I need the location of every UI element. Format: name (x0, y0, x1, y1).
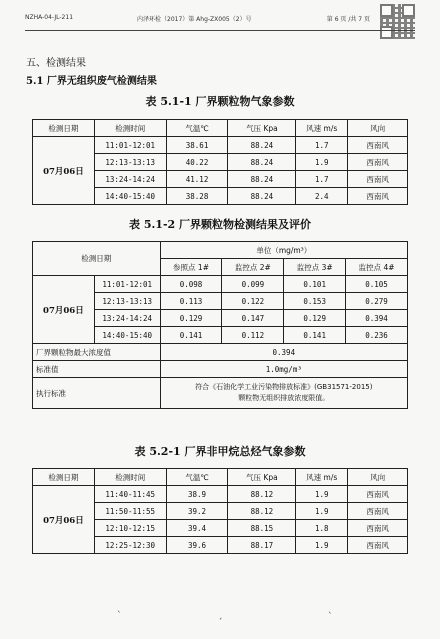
standard-value: 1.0mg/m³ (160, 361, 407, 378)
table-cell: 0.113 (160, 293, 222, 310)
table1-date: 07月06日 (33, 137, 95, 205)
table-cell: 88.12 (228, 503, 296, 520)
page-header (25, 14, 370, 26)
section-title-5-1: 5.1 厂界无组织废气检测结果 (26, 76, 157, 87)
table2-header-row (33, 242, 408, 259)
doc-code: NZHA-04-JL-211 (25, 14, 74, 21)
table-cell: 2.4 (296, 188, 348, 205)
table3-date: 07月06日 (33, 486, 95, 554)
table-cell: 0.394 (346, 310, 408, 327)
table-cell: 1.9 (296, 503, 348, 520)
table-cell: 39.6 (166, 537, 228, 554)
table-cell: 14:40-15:40 (94, 188, 166, 205)
execution-standard-line2: 颗粒物无组织排放浓度限值。 (238, 394, 330, 402)
table2-exec-row (33, 378, 408, 409)
table3-header: 气温℃ (166, 469, 228, 486)
table-cell: 西南风 (348, 154, 408, 171)
table-cell: 88.24 (228, 188, 296, 205)
table3-header: 风速 m/s (296, 469, 348, 486)
table2-date: 07月06日 (33, 276, 95, 344)
table-cell: 38.28 (166, 188, 228, 205)
table-cell: 1.7 (296, 171, 348, 188)
table-cell: 西南风 (348, 486, 408, 503)
table-cell: 39.4 (166, 520, 228, 537)
table-cell: 11:01-12:01 (94, 276, 160, 293)
table3-header: 检测时间 (94, 469, 166, 486)
table-cell: 西南风 (348, 188, 408, 205)
table1-header-row (33, 120, 408, 137)
execution-standard-value (160, 378, 407, 409)
table-cell: 13:24-14:24 (94, 310, 160, 327)
table-cell: 0.147 (222, 310, 284, 327)
table1-header: 风向 (348, 120, 408, 137)
table-cell: 0.236 (346, 327, 408, 344)
table2-std-row (33, 361, 408, 378)
table-cell: 12:13-13:13 (94, 293, 160, 310)
table2-subheader: 监控点 2# (222, 259, 284, 276)
table-row (33, 137, 408, 154)
table-cell: 0.129 (160, 310, 222, 327)
execution-standard-label: 执行标准 (33, 378, 161, 409)
report-number: 内泽环检（2017）第 Ahg-ZX005（2）号 (137, 16, 252, 23)
table1 (32, 119, 408, 205)
table-cell: 西南风 (348, 520, 408, 537)
table2-max-row (33, 344, 408, 361)
table-cell: 西南风 (348, 503, 408, 520)
table-cell: 0.122 (222, 293, 284, 310)
table3-header: 检测日期 (33, 469, 95, 486)
table-cell: 14:40-15:40 (94, 327, 160, 344)
table-row (33, 276, 408, 293)
scan-mark: ˋ (117, 611, 122, 621)
table2-subheader: 参照点 1# (160, 259, 222, 276)
table-cell: 11:01-12:01 (94, 137, 166, 154)
table-cell: 西南风 (348, 537, 408, 554)
table-cell: 西南风 (348, 137, 408, 154)
page-info: 第 6 页 /共 7 页 (326, 16, 370, 23)
table2-subheader: 监控点 4# (346, 259, 408, 276)
table-cell: 88.17 (228, 537, 296, 554)
table-cell: 0.098 (160, 276, 222, 293)
table-cell: 1.8 (296, 520, 348, 537)
max-concentration-value: 0.394 (160, 344, 407, 361)
section-title-5: 五、检测结果 (26, 58, 86, 69)
table-cell: 38.61 (166, 137, 228, 154)
table-cell: 12:25-12:30 (94, 537, 166, 554)
table-row (33, 486, 408, 503)
execution-standard-line1: 符合《石油化学工业污染物排放标准》(GB31571-2015) (195, 383, 373, 391)
table2-unit-header: 单位（mg/m³） (160, 242, 407, 259)
table-cell: 41.12 (166, 171, 228, 188)
table-cell: 88.12 (228, 486, 296, 503)
table-cell: 1.9 (296, 154, 348, 171)
table-cell: 西南风 (348, 171, 408, 188)
table3-header: 气压 Kpa (228, 469, 296, 486)
table-cell: 39.2 (166, 503, 228, 520)
table-cell: 0.101 (284, 276, 346, 293)
standard-value-label: 标准值 (33, 361, 161, 378)
qr-code-icon (380, 4, 415, 39)
scan-mark: ˊ (218, 618, 223, 628)
table3-caption: 表 5.2-1 厂界非甲烷总烃气象参数 (134, 445, 306, 458)
header-rule (25, 30, 415, 31)
table-cell: 38.9 (166, 486, 228, 503)
table-cell: 0.099 (222, 276, 284, 293)
table3-header: 风向 (348, 469, 408, 486)
table-cell: 13:24-14:24 (94, 171, 166, 188)
table-cell: 1.7 (296, 137, 348, 154)
table3-header-row (33, 469, 408, 486)
table3 (32, 468, 408, 554)
table-cell: 0.105 (346, 276, 408, 293)
table-cell: 11:40-11:45 (94, 486, 166, 503)
table-cell: 0.153 (284, 293, 346, 310)
table1-header: 检测日期 (33, 120, 95, 137)
table2-caption: 表 5.1-2 厂界颗粒物检测结果及评价 (128, 218, 311, 231)
table2-subheader: 监控点 3# (284, 259, 346, 276)
table1-header: 风速 m/s (296, 120, 348, 137)
table-cell: 0.141 (160, 327, 222, 344)
table-cell: 88.24 (228, 137, 296, 154)
table1-caption: 表 5.1-1 厂界颗粒物气象参数 (145, 95, 295, 108)
table-cell: 0.112 (222, 327, 284, 344)
table-cell: 40.22 (166, 154, 228, 171)
table-cell: 88.15 (228, 520, 296, 537)
table2 (32, 241, 408, 409)
table-cell: 0.141 (284, 327, 346, 344)
table1-header: 气压 Kpa (228, 120, 296, 137)
table-cell: 1.9 (296, 486, 348, 503)
table-cell: 88.24 (228, 171, 296, 188)
table1-header: 气温℃ (166, 120, 228, 137)
table-cell: 88.24 (228, 154, 296, 171)
table-cell: 12:10-12:15 (94, 520, 166, 537)
table2-date-header: 检测日期 (33, 242, 161, 276)
table-cell: 1.9 (296, 537, 348, 554)
scan-mark: ˋ (328, 612, 333, 622)
table1-header: 检测时间 (94, 120, 166, 137)
table-cell: 11:50-11:55 (94, 503, 166, 520)
table-cell: 0.129 (284, 310, 346, 327)
table-cell: 0.279 (346, 293, 408, 310)
table-cell: 12:13-13:13 (94, 154, 166, 171)
max-concentration-label: 厂界颗粒物最大浓度值 (33, 344, 161, 361)
